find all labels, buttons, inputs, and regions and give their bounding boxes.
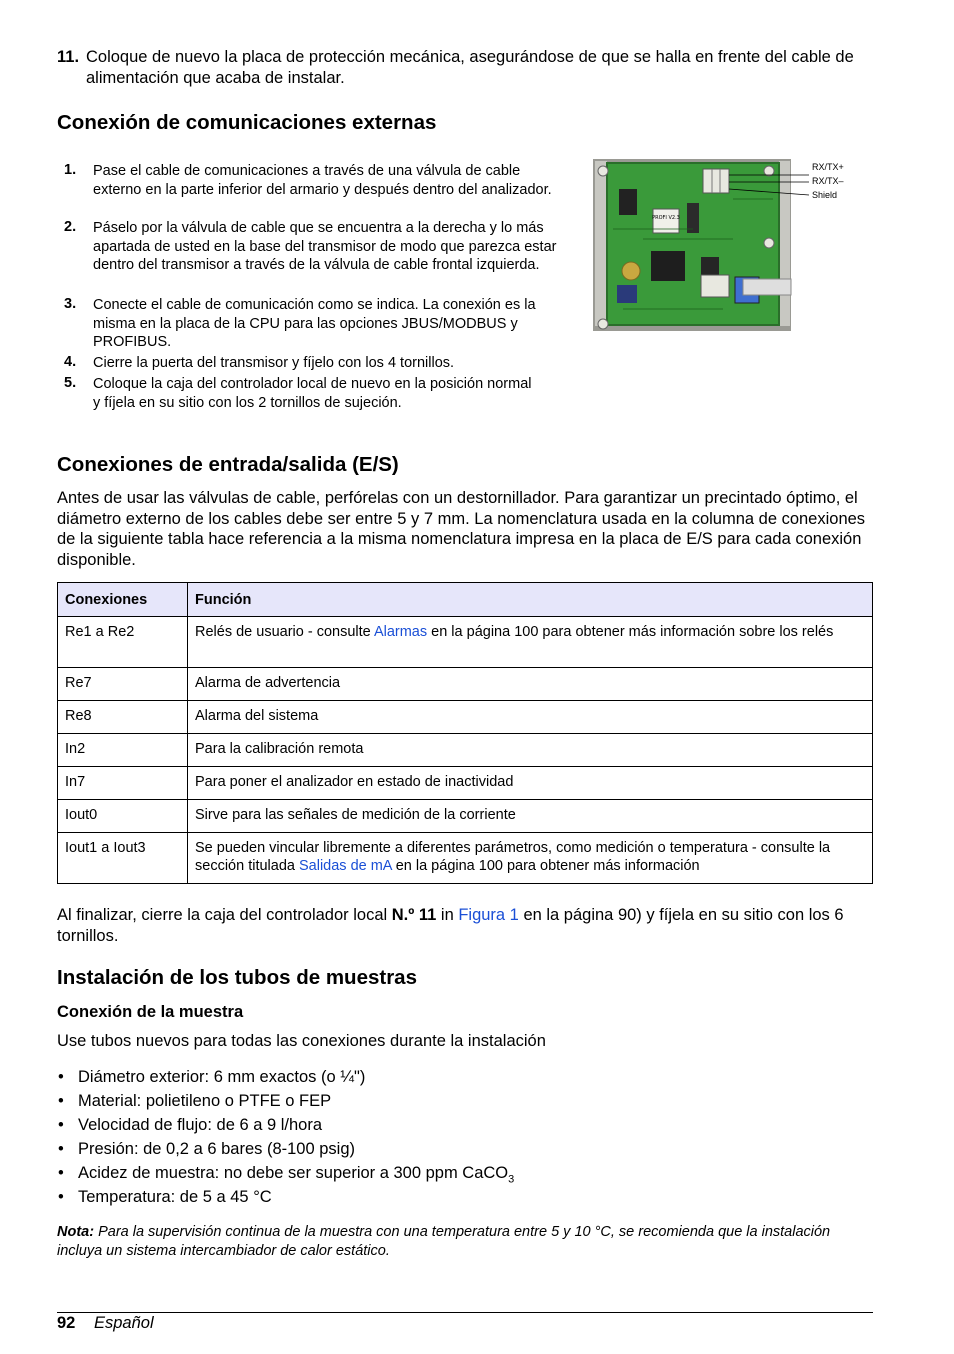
tubes-intro: Use tubos nuevos para todas las conexiones durante la instalación <box>57 1032 546 1050</box>
step-11-text: Coloque de nuevo la placa de protección mecánica, asegurándose de que se halla en frente del cable de alimentación que acaba de instalar. <box>86 48 854 87</box>
screw-icon <box>598 319 608 329</box>
ribbon-cable <box>743 279 791 295</box>
section-title-comms: Conexión de comunicaciones externas <box>57 111 437 134</box>
table-header-row <box>58 583 873 617</box>
trimmer-icon <box>622 262 640 280</box>
list-item-text: Presión: de 0,2 a 6 bares (8-100 psig) <box>78 1140 355 1158</box>
text: en la página 90) y fíjela en su sitio con los 6 tornillos. <box>57 906 844 945</box>
list-item-text-main: Acidez de muestra: no debe ser superior a 300 ppm CaCO <box>78 1164 509 1182</box>
enclosure-edge <box>779 161 790 326</box>
cell-text: Relés de usuario - consulte <box>195 624 374 640</box>
column-header: Conexiones <box>58 583 188 617</box>
label-rxtx-minus: RX/TX– <box>812 176 844 186</box>
list-item-text: Velocidad de flujo: de 6 a 9 l/hora <box>78 1116 323 1134</box>
text: in <box>436 906 459 924</box>
table-row <box>58 833 873 884</box>
table-row <box>58 701 873 734</box>
cell-text: Se pueden vincular libremente a diferentes parámetros, como medición o temperatura - consulte la sección titulada <box>195 840 831 874</box>
step-number: 5. <box>64 375 77 391</box>
screw-icon <box>764 166 774 176</box>
component <box>617 285 637 303</box>
step-text: Páselo por la válvula de cable que se encuentra a la derecha y lo más apartada de usted en la base del transmisor de modo que parezca estar dentro del transmisor a través de la válvula de cable frontal izquierda. <box>93 220 557 273</box>
step-number: 4. <box>64 354 77 370</box>
step-text: Conecte el cable de comunicación como se indica. La conexión es la misma en la placa de la CPU para las opciones JBUS/MODBUS y PROFIBUS. <box>93 297 536 350</box>
chip <box>687 203 699 233</box>
list-item-text: Temperatura: de 5 a 45 °C <box>78 1188 272 1206</box>
cell-conn: Iout1 a Iout3 <box>58 833 188 884</box>
label-shield: Shield <box>812 190 838 200</box>
section-title-io: Conexiones de entrada/salida (E/S) <box>57 453 399 476</box>
cell-function <box>188 617 873 668</box>
enclosure-edge <box>595 161 607 326</box>
io-closing-text <box>57 905 867 946</box>
cell-conn: Iout0 <box>58 800 188 833</box>
screw-icon <box>764 238 774 248</box>
terminal-block <box>701 275 729 297</box>
link-salidas-ma[interactable]: Salidas de mA <box>298 858 392 874</box>
io-intro: Antes de usar las válvulas de cable, perfórelas con un destornillador. Para garantizar un precintado óptimo, el diámetro externo de los cables debe ser entre 5 y 7 mm. La nomenclatura usada en la columna de conexiones de la siguiente tabla hace referencia a la misma nomenclatura impresa en la placa de E/S para cada conexión disponible. <box>57 489 866 569</box>
bullet-icon: • <box>58 1092 64 1110</box>
step-number: 1. <box>64 162 77 178</box>
label-rxtx-plus: RX/TX+ <box>812 162 844 172</box>
cell-conn: Re7 <box>58 668 188 701</box>
cell-function: Sirve para las señales de medición de la corriente <box>188 800 873 833</box>
comm-terminal-block <box>703 169 729 193</box>
cell-conn: Re1 a Re2 <box>58 617 188 668</box>
chip <box>619 189 637 215</box>
note-text: Para la supervisión continua de la muestra con una temperatura entre 5 y 10 °C, se recomienda que la instalación incluya un sistema intercambiador de calor estático. <box>57 1224 831 1259</box>
list-item-text <box>78 1163 514 1189</box>
table-row <box>58 668 873 701</box>
cell-conn: Re8 <box>58 701 188 734</box>
bullet-icon: • <box>58 1068 64 1086</box>
cell-function: Para la calibración remota <box>188 734 873 767</box>
step-number: 3. <box>64 296 77 312</box>
processor-chip <box>651 251 685 281</box>
subscript: 3 <box>508 1173 515 1186</box>
link-figura-1[interactable]: Figura 1 <box>458 906 519 924</box>
cell-function <box>188 833 873 884</box>
table-row <box>58 767 873 800</box>
step-text: Pase el cable de comunicaciones a través de una válvula de cable externo en la parte inferior del armario y después dentro del analizador. <box>93 163 552 198</box>
board-label-sticker <box>653 209 679 233</box>
footer-divider <box>57 1312 873 1313</box>
cpu-board-figure <box>593 159 853 334</box>
link-alarmas[interactable]: Alarmas <box>373 624 428 640</box>
cell-conn: In2 <box>58 734 188 767</box>
list-item-text: Material: polietileno o PTFE o FEP <box>78 1092 332 1110</box>
section-title-tubes: Instalación de los tubos de muestras <box>57 966 417 989</box>
cell-conn: In7 <box>58 767 188 800</box>
text: Al finalizar, cierre la caja del controlador local <box>57 906 392 924</box>
table-row <box>58 734 873 767</box>
bullet-icon: • <box>58 1164 64 1182</box>
bullet-icon: • <box>58 1116 64 1134</box>
screw-icon <box>598 166 608 176</box>
step-text: Cierre la puerta del transmisor y fíjelo con los 4 tornillos. <box>93 355 455 371</box>
column-header: Función <box>188 583 873 617</box>
ref-number: N.º 11 <box>391 906 437 924</box>
board-label: PROFI V2.3 <box>652 215 680 221</box>
step-text: Coloque la caja del controlador local de nuevo en la posición normal y fíjela en su sitio con los 2 tornillos de sujeción. <box>93 376 532 411</box>
list-item-text: Diámetro exterior: 6 mm exactos (o ¼") <box>78 1068 366 1086</box>
bullet-icon: • <box>58 1140 64 1158</box>
note <box>57 1223 857 1260</box>
cell-text: en la página 100 para obtener más información sobre los relés <box>427 624 834 640</box>
step-11-number: 11. <box>57 48 80 66</box>
subsection-title: Conexión de la muestra <box>57 1003 244 1021</box>
table-row <box>58 800 873 833</box>
cell-function: Alarma de advertencia <box>188 668 873 701</box>
cell-function: Alarma del sistema <box>188 701 873 734</box>
page-number: 92 <box>57 1314 76 1332</box>
cell-text: en la página 100 para obtener más información <box>391 858 700 874</box>
cell-function: Para poner el analizador en estado de inactividad <box>188 767 873 800</box>
io-connections-table <box>57 582 873 884</box>
bullet-icon: • <box>58 1188 64 1206</box>
note-label: Nota: <box>57 1224 95 1240</box>
step-number: 2. <box>64 219 77 235</box>
footer-language: Español <box>94 1314 154 1332</box>
table-row <box>58 617 873 668</box>
